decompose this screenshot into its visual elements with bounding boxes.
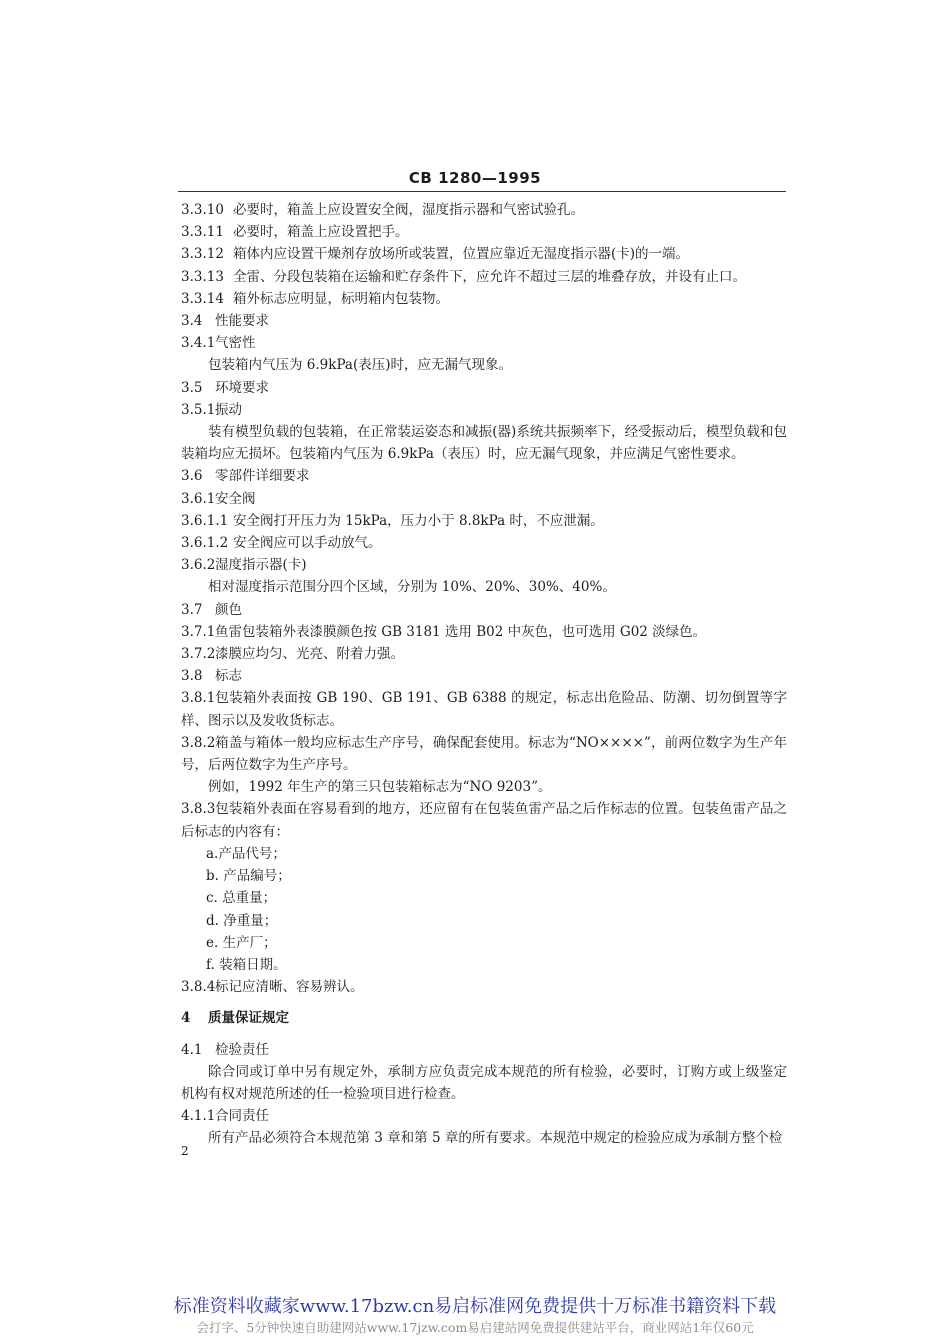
list-item: b. 产品编号； [206,868,291,885]
section-line [181,665,787,687]
section-text: 箱体内应设置干燥剂存放场所或装置，位置应靠近无湿度指示器(卡)的一端。 [233,246,690,263]
section-number: 3.3.10 [181,202,224,218]
section-number: 3.5.1 [181,401,216,418]
section-number: 3.7.1 [181,623,216,640]
section-line [181,510,787,532]
section-number: 3.5 [181,379,203,396]
section-text: 箱盖与箱体一般均应标志生产序号，确保配套使用。标志为“NO××××”，前两位数字为生产年号，后两位数字为生产序号。 [181,734,787,774]
list-item: e. 生产厂； [206,934,277,951]
section-number: 3.6.1.1 [181,512,229,529]
page-number: 2 [181,1144,189,1158]
section-text: 颜色 [215,601,242,618]
section-text: 安全阀应可以手动放气。 [233,535,382,552]
section-text: 必要时，箱盖上应设置安全阀，湿度指示器和气密试验孔。 [233,202,584,218]
section-text: 零部件详细要求 [215,468,310,485]
section-text: 气密性 [215,335,256,352]
section-text: 标记应清晰、容易辨认。 [215,979,364,996]
paragraph: 相对湿度指示范围分四个区域，分别为 10%、20%、30%、40%。 [208,579,616,596]
section-line [181,554,787,576]
section-line [181,599,787,621]
section-text: 鱼雷包装箱外表漆膜颜色按 GB 3181 选用 B02 中灰色，也可选用 G02 淡绿色。 [215,623,707,640]
section-line [181,621,787,643]
section-text: 安全阀 [215,490,256,507]
section-line [181,266,787,288]
section-number: 3.3.12 [181,246,224,263]
section-line [181,377,787,399]
footer-banner-line1[interactable]: 标准资料收藏家www.17bzw.cn易启标准网免费提供十万标准书籍资料下载 [173,1296,777,1317]
section-line [181,199,787,221]
section-number: 3.6.2 [181,557,216,574]
list-item: c. 总重量； [206,890,277,907]
section-line [181,798,787,842]
section-number: 3.4.1 [181,335,216,352]
section-number: 3.6.1 [181,490,216,507]
section-line [181,243,787,265]
footer-banner-line2[interactable]: 会打字、5分钟快速自助建网站www.17jzw.com易启建站网免费提供建站平台，商业网站1年仅60元 [196,1320,754,1335]
section-number: 3.8.4 [181,979,216,996]
section-text: 箱外标志应明显，标明箱内包装物。 [233,290,449,307]
section-number: 3.8.3 [181,801,216,818]
section-text: 漆膜应均匀、光亮、附着力强。 [215,646,404,663]
section-number: 3.6.1.2 [181,535,229,552]
section-line [181,976,787,998]
section-number: 3.3.11 [181,224,224,241]
section-text: 性能要求 [215,313,269,330]
section-text: 检验责任 [215,1041,269,1058]
paragraph: 装有模型负载的包装箱，在正常装运姿态和减振(器)系统共振频率下，经受振动后，模型负载和包装箱均应无损坏。包装箱内气压为 6.9kPa（表压）时，应无漏气现象，并应满足气密性要求。 [181,424,787,463]
section-number: 3.4 [181,313,203,330]
paragraph: 除合同或订单中另有规定外，承制方应负责完成本规范的所有检验，必要时，订购方或上级鉴定机构有权对规范所述的任一检验项目进行检查。 [181,1063,787,1102]
section-line [181,732,787,776]
header-rule [178,191,786,192]
section-number: 4 [181,1010,191,1027]
section-number: 3.3.14 [181,290,224,307]
section-number: 3.7.2 [181,646,216,663]
section-line [181,643,787,665]
section-line [181,310,787,332]
section-number: 3.8.2 [181,734,216,751]
section-line [181,399,787,421]
section-line [181,332,787,354]
section-line [181,532,787,554]
document-body [181,199,787,1150]
section-text: 环境要求 [215,379,269,396]
section-line [181,687,787,731]
section-line [181,465,787,487]
standard-code: CB 1280—1995 [408,169,542,187]
section-line [181,1105,787,1127]
section-number: 3.8 [181,668,203,685]
section-line [181,288,787,310]
list-item: d. 净重量； [206,912,278,929]
paragraph: 所有产品必须符合本规范第 3 章和第 5 章的所有要求。本规范中规定的检验应成为承制方整个检 [208,1130,783,1147]
list-item: a.产品代号； [206,845,286,862]
chapter-heading [181,1007,787,1029]
section-line [181,488,787,510]
list-item: f. 装箱日期。 [206,956,287,973]
section-text: 合同责任 [215,1108,269,1125]
paragraph: 例如，1992 年生产的第三只包装箱标志为“NO 9203”。 [208,779,552,796]
paragraph: 包装箱内气压为 6.9kPa(表压)时，应无漏气现象。 [208,357,512,374]
section-number: 3.7 [181,601,203,618]
section-number: 3.6 [181,468,203,485]
section-number: 4.1 [181,1041,203,1058]
section-text: 标志 [215,668,242,685]
section-text: 湿度指示器(卡) [215,557,307,574]
section-line [181,1039,787,1061]
section-text: 安全阀打开压力为 15kPa，压力小于 8.8kPa 时，不应泄漏。 [233,512,604,529]
section-text: 必要时，箱盖上应设置把手。 [233,224,409,241]
section-number: 3.3.13 [181,268,224,285]
section-number: 3.8.1 [181,690,216,707]
section-text: 全雷、分段包装箱在运输和贮存条件下，应允许不超过三层的堆叠存放，并设有止口。 [233,268,746,285]
section-number: 4.1.1 [181,1108,216,1125]
section-text: 振动 [215,401,242,418]
section-text: 包装箱外表面按 GB 190、GB 191、GB 6388 的规定，标志出危险品、防潮、切勿倒置等字样、图示以及发收货标志。 [181,690,787,729]
section-line [181,221,787,243]
section-text: 质量保证规定 [208,1010,289,1027]
section-text: 包装箱外表面在容易看到的地方，还应留有在包装鱼雷产品之后作标志的位置。包装鱼雷产品之后标志的内容有： [181,801,787,840]
